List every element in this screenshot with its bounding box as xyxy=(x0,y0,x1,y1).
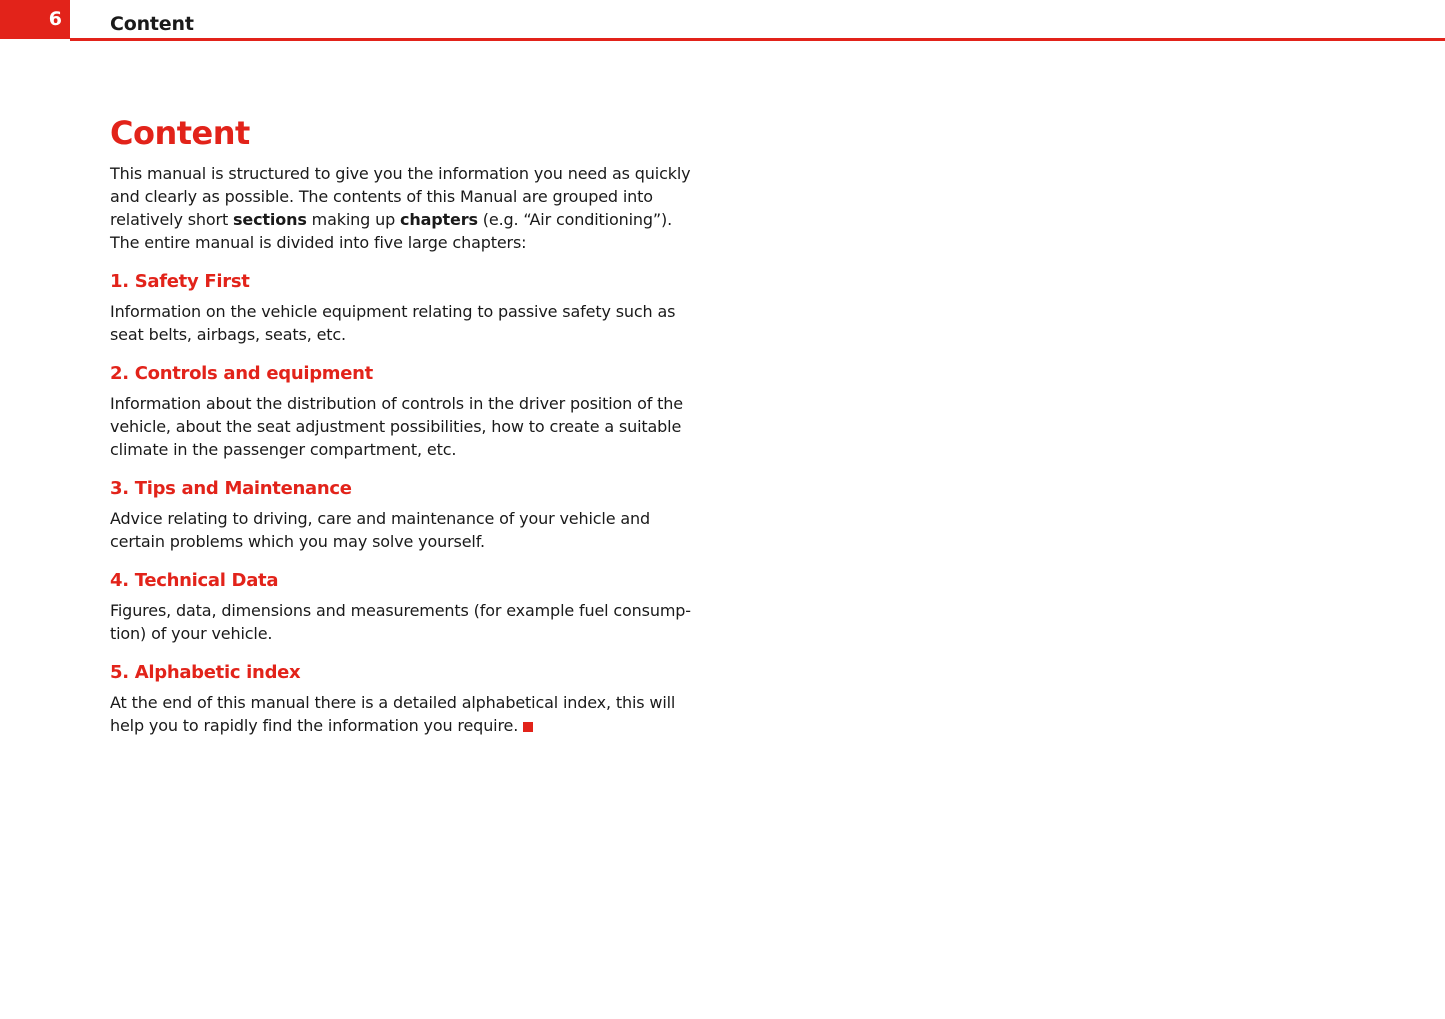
section-heading-alphabetic-index: 5. Alphabetic index xyxy=(110,662,301,683)
intro-paragraph xyxy=(110,162,700,254)
section-heading-controls-and-equipment: 2. Controls and equipment xyxy=(110,363,373,384)
intro-text-2: making up xyxy=(306,210,401,229)
section-text-controls-and-equipment: Information about the distribution of controls in the driver position of the vehicle, about the seat adjustment possibilities, how to create a suitable climate in the passenger compartment, etc. xyxy=(110,394,683,459)
section-heading-tips-and-maintenance: 3. Tips and Maintenance xyxy=(110,478,352,499)
content-column xyxy=(110,110,700,737)
page-title: Content xyxy=(110,114,250,152)
section-text-tips-and-maintenance: Advice relating to driving, care and maintenance of your vehicle and certain problems which you may solve yourself. xyxy=(110,509,650,551)
header-title: Content xyxy=(110,13,194,35)
intro-bold-sections: sections xyxy=(233,210,307,229)
end-of-section-square-icon xyxy=(523,722,533,732)
intro-text-3: (e.g. “Air conditioning”). The entire manual is divided into five large chapters: xyxy=(110,210,673,252)
page-header xyxy=(0,0,1445,41)
section-paragraph-alphabetic-index xyxy=(110,691,700,737)
section-text-alphabetic-index: At the end of this manual there is a detailed alphabetical index, this will help you to rapidly find the information you require. xyxy=(110,693,676,735)
section-text-technical-data: Figures, data, dimensions and measurements (for example fuel consump-tion) of your vehicle. xyxy=(110,601,691,643)
section-heading-technical-data: 4. Technical Data xyxy=(110,570,279,591)
section-text-safety-first: Information on the vehicle equipment relating to passive safety such as seat belts, airbags, seats, etc. xyxy=(110,302,676,344)
section-heading-safety-first: 1. Safety First xyxy=(110,271,250,292)
page-number: 6 xyxy=(0,0,70,39)
intro-text-1: This manual is structured to give you the information you need as quickly and clearly as possible. The contents of this Manual are grouped into relatively short xyxy=(110,164,691,229)
intro-bold-chapters: chapters xyxy=(400,210,478,229)
header-rule xyxy=(70,38,1445,41)
